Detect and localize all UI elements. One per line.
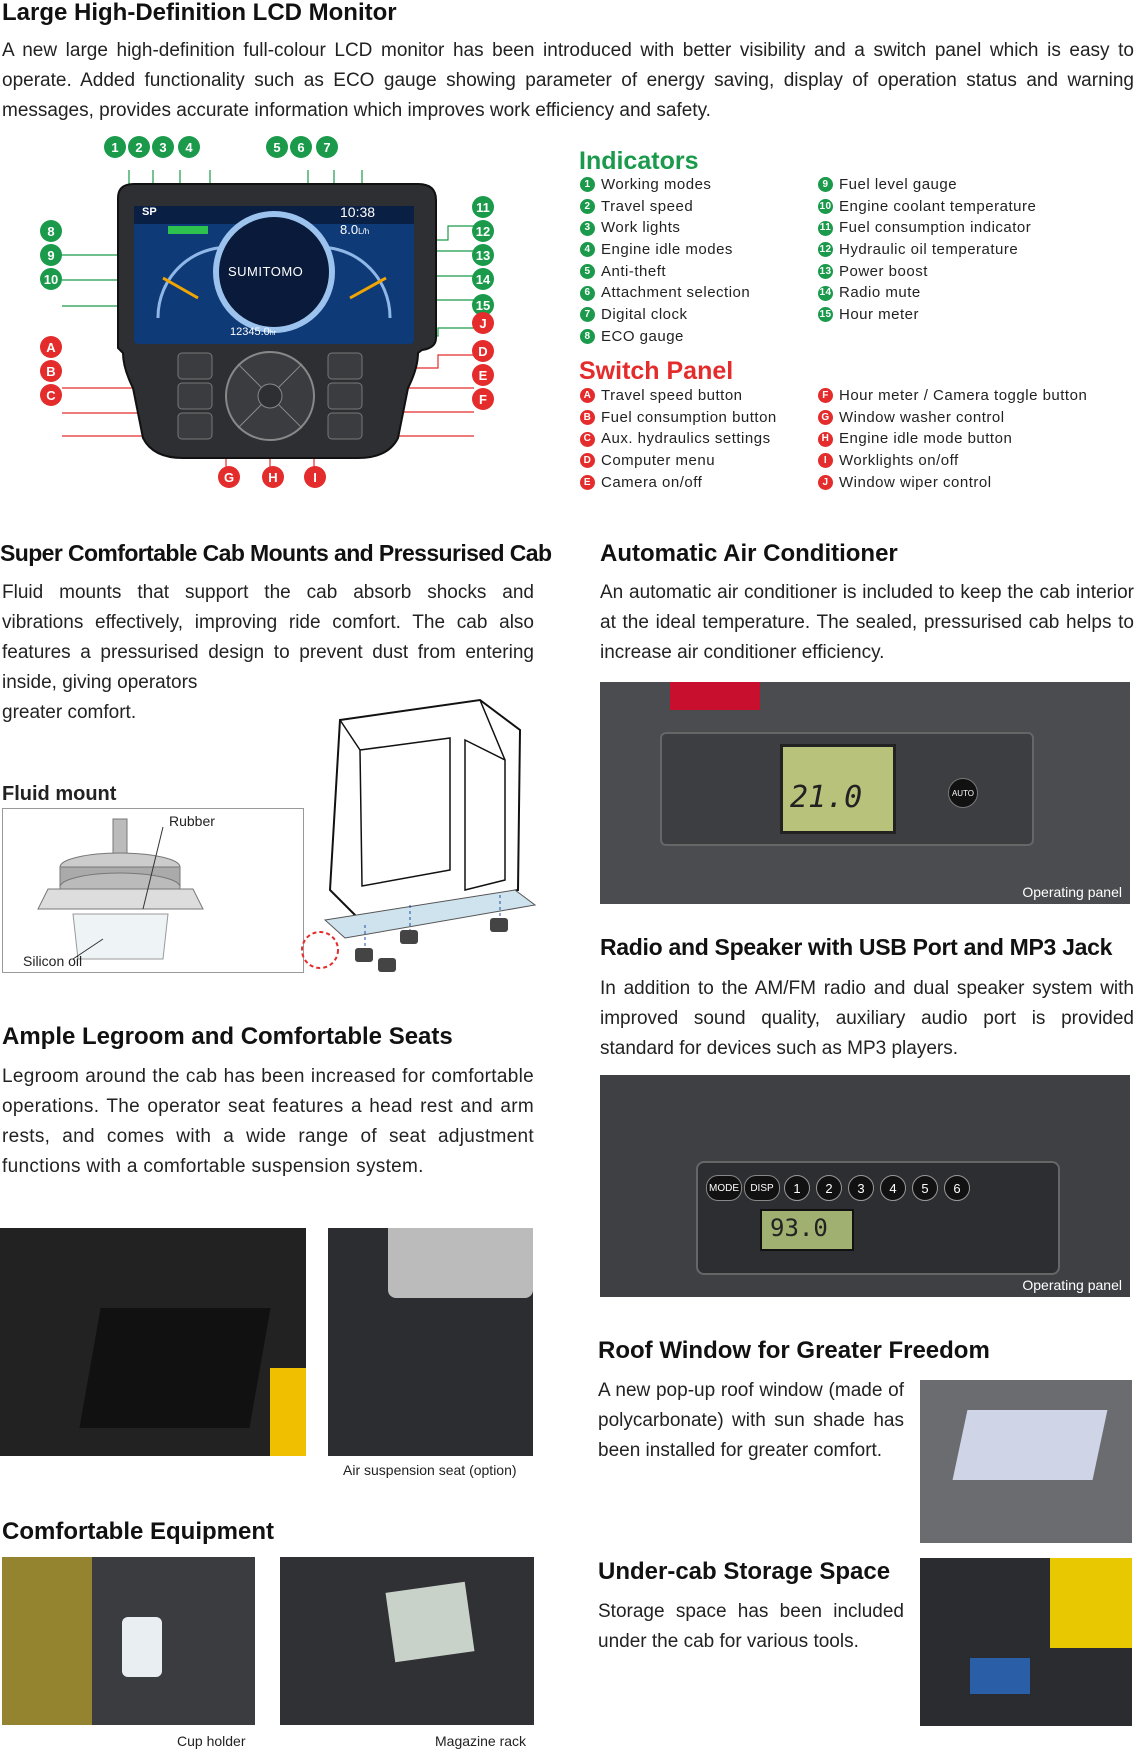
item-number-badge: 5 <box>580 264 595 279</box>
list-item <box>818 261 1118 283</box>
roof-body: A new pop-up roof window (made of polycarbonate) with sun shade has been installed for greater comfort. <box>598 1380 904 1461</box>
item-label: Camera on/off <box>601 473 703 491</box>
list-item <box>580 282 810 304</box>
lcd-title: Large High-Definition LCD Monitor <box>2 0 397 26</box>
callout-marker: 3 <box>152 136 174 158</box>
radio-presets <box>784 1175 970 1201</box>
callout-marker: 4 <box>178 136 200 158</box>
fluid-mount-box <box>2 808 304 973</box>
item-number-badge: 6 <box>580 286 595 301</box>
item-number-badge: 15 <box>818 307 833 322</box>
callout-marker: 12 <box>472 220 494 242</box>
radio-preset-button[interactable]: 4 <box>880 1175 906 1201</box>
switch-panel-title: Switch Panel <box>579 357 734 385</box>
item-label: Hydraulic oil temperature <box>839 241 1019 259</box>
callout-marker: 15 <box>472 294 494 316</box>
item-number-badge: E <box>580 475 595 490</box>
aircon-body: An automatic air conditioner is included to keep the cab interior at the ideal temperature. The sealed, pressurised cab helps to increase air conditioner efficiency. <box>600 582 1134 663</box>
list-item <box>580 239 810 261</box>
callout-marker: 8 <box>40 220 62 242</box>
item-label: Engine idle modes <box>601 241 733 259</box>
rubber-label: Rubber <box>169 813 215 829</box>
item-number-badge: F <box>818 388 833 403</box>
callout-marker: 5 <box>266 136 288 158</box>
list-item <box>580 196 810 218</box>
callout-marker: 2 <box>128 136 150 158</box>
radio-disp-button[interactable]: DISP <box>744 1175 780 1201</box>
list-item <box>580 472 810 494</box>
storage-photo <box>920 1558 1132 1726</box>
item-number-badge: 3 <box>580 221 595 236</box>
list-item <box>818 196 1118 218</box>
list-item <box>580 407 810 429</box>
callout-marker: C <box>40 384 62 406</box>
seat-caption: Air suspension seat (option) <box>343 1462 517 1478</box>
item-label: Fuel consumption indicator <box>839 219 1032 237</box>
item-label: Window washer control <box>839 408 1005 426</box>
item-number-badge: D <box>580 453 595 468</box>
list-item <box>818 428 1118 450</box>
list-item <box>580 174 810 196</box>
monitor-drawing <box>38 148 498 486</box>
lcd-monitor-diagram <box>38 139 498 486</box>
callout-marker: 10 <box>40 268 62 290</box>
screen-mode: SP <box>142 206 157 218</box>
roof-title: Roof Window for Greater Freedom <box>598 1337 990 1364</box>
fluid-mount-title: Fluid mount <box>2 783 117 805</box>
callout-marker: H <box>262 466 284 488</box>
item-number-badge: 13 <box>818 264 833 279</box>
item-label: Hour meter <box>839 306 920 324</box>
list-item <box>818 450 1118 472</box>
radio-preset-button[interactable]: 6 <box>944 1175 970 1201</box>
item-label: Fuel level gauge <box>839 176 958 193</box>
radio-caption: Operating panel <box>1022 1277 1122 1293</box>
callout-marker: G <box>218 466 240 488</box>
list-item <box>818 407 1118 429</box>
silicon-oil-label: Silicon oil <box>23 953 83 969</box>
magazine-rack-photo <box>280 1557 534 1725</box>
equipment-title: Comfortable Equipment <box>2 1518 275 1545</box>
item-number-badge: 9 <box>818 177 833 192</box>
item-number-badge: 1 <box>580 177 595 192</box>
item-number-badge: 14 <box>818 286 833 301</box>
list-item <box>818 385 1118 407</box>
callout-marker: F <box>472 388 494 410</box>
list-item <box>580 385 810 407</box>
seat-photo <box>328 1228 533 1456</box>
radio-preset-button[interactable]: 2 <box>816 1175 842 1201</box>
screen-fuel-rate: 8.0L/h <box>340 222 370 237</box>
item-label: Anti-theft <box>601 262 667 280</box>
list-item <box>818 217 1118 239</box>
item-label: Power boost <box>839 262 928 280</box>
callout-marker: 6 <box>290 136 312 158</box>
callout-marker: J <box>472 312 494 334</box>
item-label: Radio mute <box>839 284 921 302</box>
storage-body: Storage space has been included under the cab for various tools. <box>598 1601 904 1652</box>
legroom-photo <box>0 1228 306 1456</box>
list-item <box>818 239 1118 261</box>
list-item <box>818 174 1118 196</box>
aircon-caption: Operating panel <box>1022 884 1122 900</box>
item-label: Fuel consumption button <box>601 408 777 426</box>
item-label: Travel speed <box>601 197 694 215</box>
callout-marker: 9 <box>40 244 62 266</box>
callout-marker: E <box>472 364 494 386</box>
radio-mode-button[interactable]: MODE <box>706 1175 742 1201</box>
callout-marker: 11 <box>472 196 494 218</box>
item-number-badge: G <box>818 410 833 425</box>
callout-marker: B <box>40 360 62 382</box>
item-label: Window wiper control <box>839 473 992 491</box>
list-item <box>580 304 810 326</box>
item-number-badge: B <box>580 410 595 425</box>
callout-marker: A <box>40 336 62 358</box>
fluid-mount-drawing <box>3 809 303 972</box>
cup-holder-caption: Cup holder <box>177 1733 246 1749</box>
roof-photo <box>920 1380 1132 1543</box>
item-label: Travel speed button <box>601 387 743 404</box>
list-item <box>818 282 1118 304</box>
indicators-list-right <box>818 174 1118 326</box>
cab-body-end: greater comfort. <box>2 702 137 723</box>
cab-illustration <box>300 690 540 980</box>
radio-preset-button[interactable]: 3 <box>848 1175 874 1201</box>
item-number-badge: 8 <box>580 329 595 344</box>
item-label: Worklights on/off <box>839 452 959 470</box>
item-number-badge: J <box>818 475 833 490</box>
item-label: Aux. hydraulics settings <box>601 430 771 448</box>
aircon-temp: 21.0 <box>790 780 863 815</box>
aircon-photo <box>600 682 1130 904</box>
list-item <box>818 304 1118 326</box>
switch-list-left <box>580 385 810 493</box>
radio-title: Radio and Speaker with USB Port and MP3 Jack <box>600 934 1113 960</box>
item-number-badge: A <box>580 388 595 403</box>
screen-clock: 10:38 <box>340 204 376 220</box>
indicators-title: Indicators <box>579 147 699 175</box>
list-item <box>580 450 810 472</box>
cab-drawing <box>300 690 540 980</box>
cab-body: Fluid mounts that support the cab absorb shocks and vibrations effectively, improving ride comfort. The cab also features a pressurised design to prevent dust from entering inside, giving operators <box>2 582 534 693</box>
radio-body: In addition to the AM/FM radio and dual speaker system with improved sound quality, auxiliary audio port is provided standard for devices such as MP3 players. <box>600 978 1134 1059</box>
item-label: Digital clock <box>601 306 688 324</box>
radio-preset-button[interactable]: 5 <box>912 1175 938 1201</box>
list-item <box>580 217 810 239</box>
callout-marker: 14 <box>472 268 494 290</box>
callout-marker: 7 <box>316 136 338 158</box>
item-label: Working modes <box>601 176 712 193</box>
aircon-title: Automatic Air Conditioner <box>600 540 898 567</box>
item-label: Engine coolant temperature <box>839 197 1037 215</box>
indicators-list-left <box>580 174 810 348</box>
item-label: ECO gauge <box>601 327 684 345</box>
item-number-badge: C <box>580 432 595 447</box>
item-number-badge: I <box>818 453 833 468</box>
cup-holder-photo <box>2 1557 255 1725</box>
item-number-badge: H <box>818 432 833 447</box>
radio-photo <box>600 1075 1130 1297</box>
item-number-badge: 12 <box>818 242 833 257</box>
callout-marker: 1 <box>104 136 126 158</box>
magazine-rack-caption: Magazine rack <box>435 1733 527 1749</box>
item-number-badge: 7 <box>580 307 595 322</box>
list-item <box>818 472 1118 494</box>
item-number-badge: 4 <box>580 242 595 257</box>
callout-marker: I <box>304 466 326 488</box>
item-label: Engine idle mode button <box>839 430 1013 448</box>
screen-hours: 12345.0hr <box>230 326 276 338</box>
aircon-auto-button[interactable]: AUTO <box>948 778 978 808</box>
item-number-badge: 2 <box>580 199 595 214</box>
item-label: Attachment selection <box>601 284 751 302</box>
storage-title: Under-cab Storage Space <box>598 1558 891 1585</box>
switch-list-right <box>818 385 1118 493</box>
item-label: Hour meter / Camera toggle button <box>839 387 1088 404</box>
item-number-badge: 11 <box>818 221 833 236</box>
radio-frequency: 93.0 <box>770 1214 828 1242</box>
item-label: Work lights <box>601 219 681 237</box>
list-item <box>580 261 810 283</box>
item-label: Computer menu <box>601 452 716 470</box>
legroom-title: Ample Legroom and Comfortable Seats <box>2 1023 453 1050</box>
radio-preset-button[interactable]: 1 <box>784 1175 810 1201</box>
list-item <box>580 326 810 348</box>
list-item <box>580 428 810 450</box>
item-number-badge: 10 <box>818 199 833 214</box>
screen-brand: SUMITOMO <box>228 264 304 279</box>
callout-marker: D <box>472 340 494 362</box>
cab-title: Super Comfortable Cab Mounts and Pressurised Cab <box>0 540 552 566</box>
callout-marker: 13 <box>472 244 494 266</box>
legroom-body: Legroom around the cab has been increased for comfortable operations. The operator seat features a head rest and arm rests, and comes with a wide range of seat adjustment functions with a comfortable suspension system. <box>2 1066 534 1177</box>
lcd-body: A new large high-definition full-colour LCD monitor has been introduced with better visibility and a switch panel which is easy to operate. Added functionality such as ECO gauge showing parameter of energy saving, display of operation status and warning messages, provides accurate information which improves work efficiency and safety. <box>2 40 1134 121</box>
